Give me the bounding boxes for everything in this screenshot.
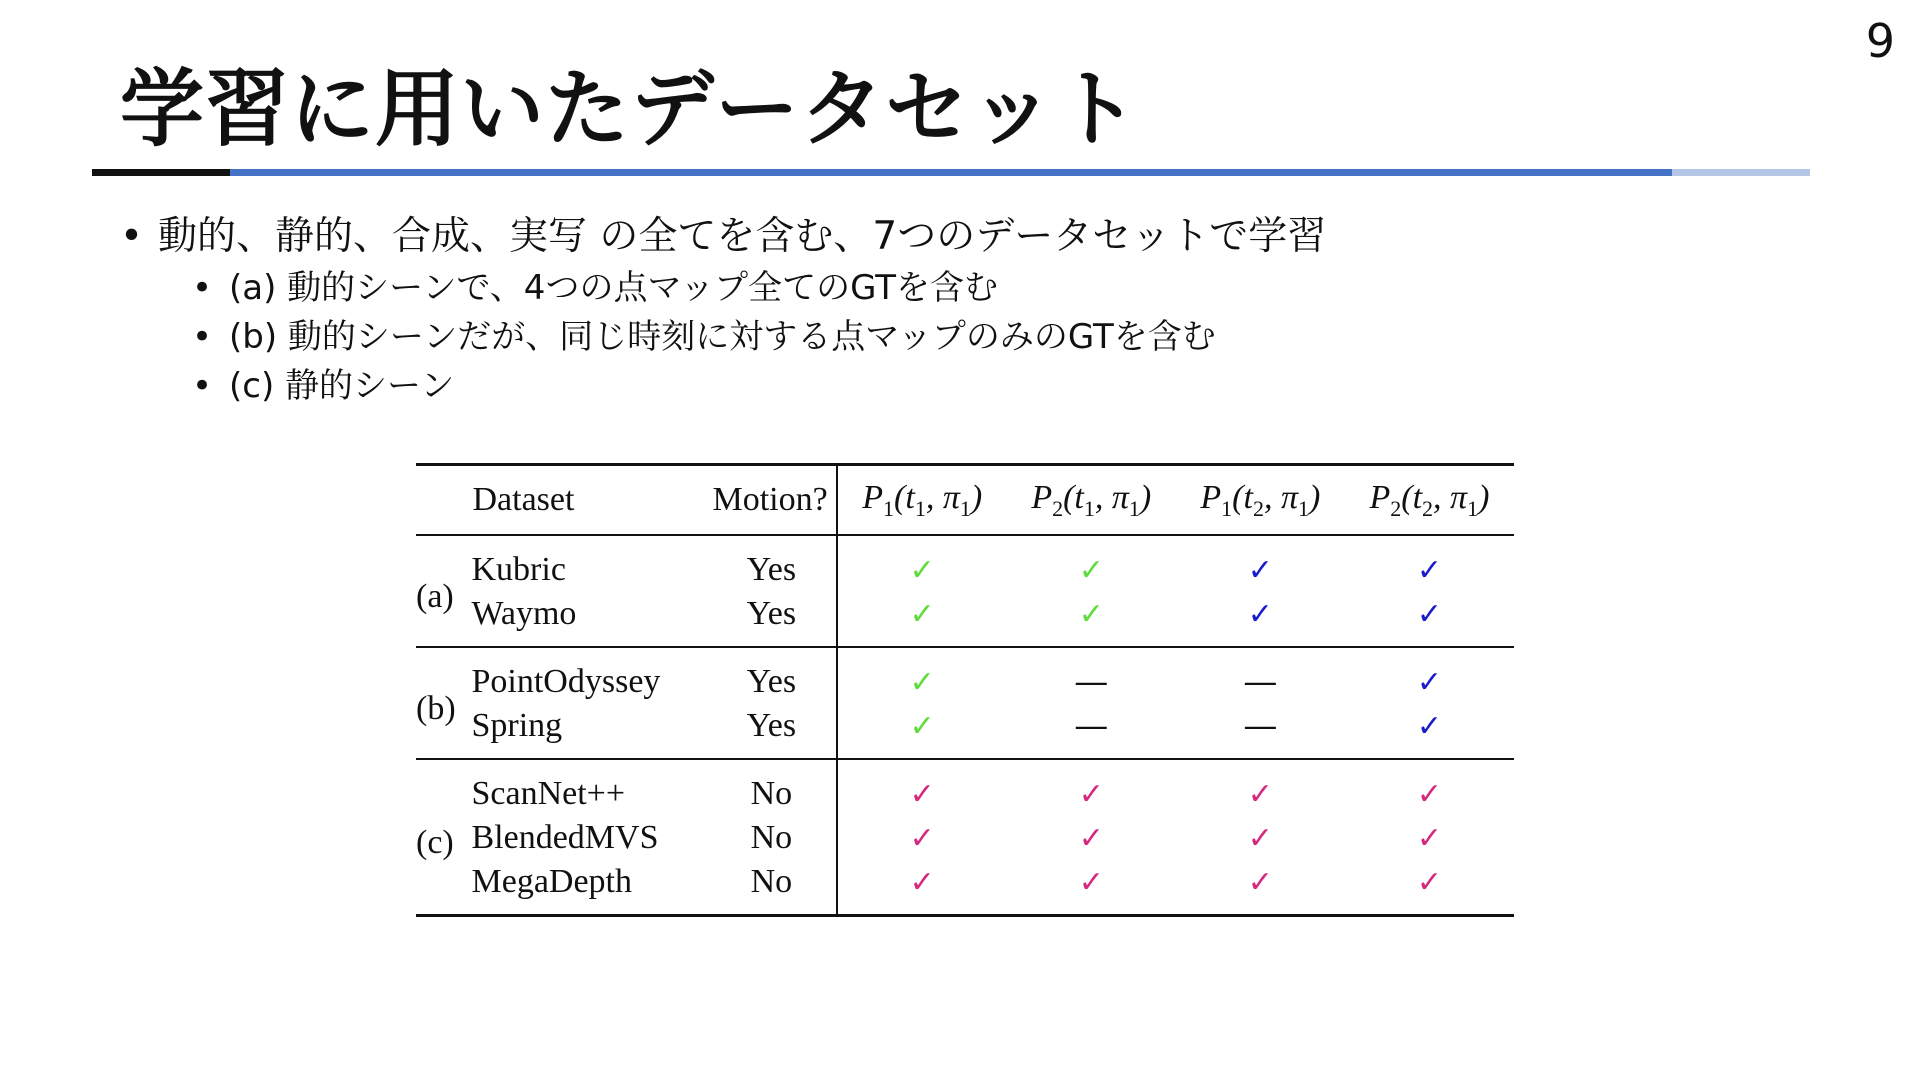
pink-check-icon: ✓ [1078,865,1104,900]
table-row [416,860,1514,916]
pink-check-icon: ✓ [909,821,935,856]
header-pointmap-3: $P_1(t_2$, $\pi_1$) [1200,478,1321,521]
table-row [416,816,1514,860]
header-pointmap-2: $P_2(t_1$, $\pi_1$) [1031,478,1152,521]
motion-value: Yes [707,704,837,759]
dataset-name: MegaDepth [471,863,633,900]
green-check-icon: ✓ [1078,553,1104,588]
blue-check-icon: ✓ [1416,665,1442,700]
blue-check-icon: ✓ [1416,553,1442,588]
bullet-list [120,210,1326,411]
green-check-icon: ✓ [909,709,935,744]
pink-check-icon: ✓ [1078,821,1104,856]
title-underline-blue [230,169,1672,176]
dataset-table [416,463,1514,917]
group-label-a: (a) [416,578,454,615]
bullet-sub-b: • (b) 動的シーンだが、同じ時刻に対する点マップのみのGTを含む [120,313,1326,362]
dataset-name: Spring [471,707,563,744]
pink-check-icon: ✓ [1247,821,1273,856]
blue-check-icon: ✓ [1247,597,1273,632]
pink-check-icon: ✓ [909,777,935,812]
header-pointmap-1: $P_1(t_1$, $\pi_1$) [862,478,983,521]
dataset-name: Waymo [471,595,577,632]
motion-value: Yes [707,592,837,647]
bullet-sub-c: • (c) 静的シーン [120,362,1326,411]
dash-mark: — [1074,706,1109,746]
motion-value: No [707,816,837,860]
table-row [416,759,1514,816]
blue-check-icon: ✓ [1247,553,1273,588]
bullet-main: • 動的、静的、合成、実写 の全てを含む、7つのデータセットで学習 [120,210,1326,264]
green-check-icon: ✓ [1078,597,1104,632]
pink-check-icon: ✓ [1247,777,1273,812]
title-underline-black [92,169,230,176]
dataset-name: ScanNet++ [471,775,626,812]
group-label-c: (c) [416,824,454,861]
table-group-a [416,535,1514,647]
blue-check-icon: ✓ [1416,709,1442,744]
pink-check-icon: ✓ [1247,865,1273,900]
table-group-b [416,647,1514,759]
pink-check-icon: ✓ [1416,777,1442,812]
header-pointmap-4: $P_2(t_2$, $\pi_1$) [1369,478,1490,521]
motion-value: Yes [707,647,837,704]
dataset-name: Kubric [471,551,566,588]
pink-check-icon: ✓ [1416,865,1442,900]
title-underline [92,169,1810,176]
group-label-b: (b) [416,690,456,727]
dash-mark: — [1243,706,1278,746]
table-row [416,647,1514,704]
green-check-icon: ✓ [909,597,935,632]
table-row [416,592,1514,647]
green-check-icon: ✓ [909,665,935,700]
motion-value: Yes [707,535,837,592]
header-dataset: Dataset [472,481,575,518]
pink-check-icon: ✓ [1078,777,1104,812]
dataset-name: BlendedMVS [471,819,659,856]
bullet-sub-a: • (a) 動的シーンで、4つの点マップ全てのGTを含む [120,264,1326,313]
motion-value: No [707,860,837,916]
dash-mark: — [1243,662,1278,702]
green-check-icon: ✓ [909,553,935,588]
page-number: 9 [1865,14,1895,68]
dataset-name: PointOdyssey [471,663,661,700]
dash-mark: — [1074,662,1109,702]
table-row [416,704,1514,759]
header-group-blank [416,465,472,536]
page-title: 学習に用いたデータセット [120,60,1141,158]
title-underline-light [1672,169,1810,176]
pink-check-icon: ✓ [1416,821,1442,856]
blue-check-icon: ✓ [1416,597,1442,632]
motion-value: No [707,759,837,816]
dataset-table-container [416,463,1514,917]
header-motion: Motion? [707,465,837,536]
table-row [416,535,1514,592]
table-group-c [416,759,1514,916]
pink-check-icon: ✓ [909,865,935,900]
table-header-row [416,465,1514,536]
